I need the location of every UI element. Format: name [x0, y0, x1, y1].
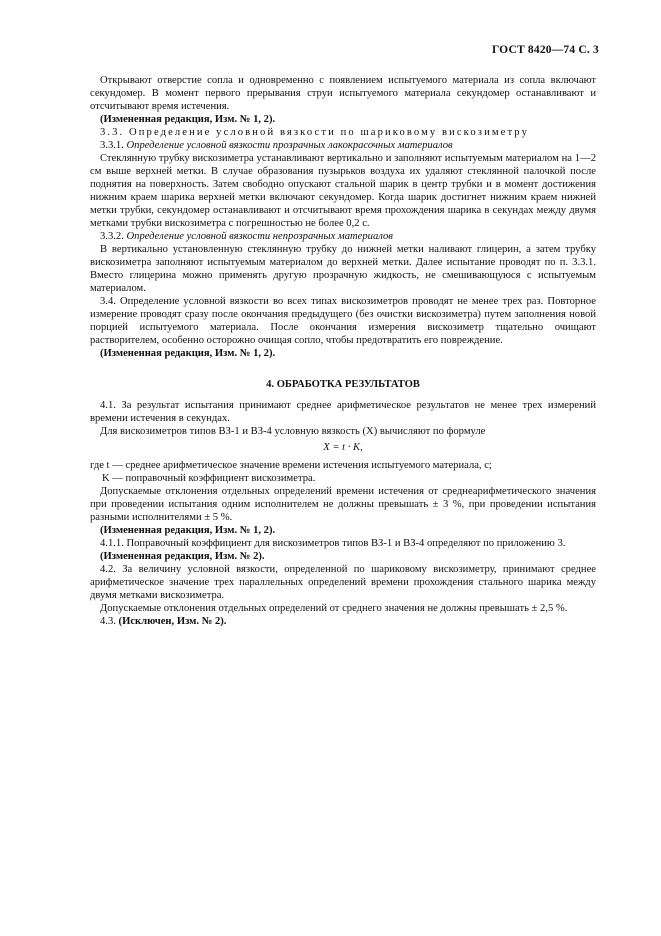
- formula-legend: K — поправочный коэффициент вискозиметра.: [102, 473, 316, 484]
- paragraph: [90, 615, 596, 628]
- formula: X = t · K,: [323, 442, 363, 453]
- formula-legend: где t — среднее арифметическое значение времени истечения испытуемого материала, с;: [90, 460, 492, 471]
- paragraph: 3.4. Определение условной вязкости во всех типах вискозиметров проводят не менее трех раз. Повторное измерение проводят сразу после окончания предыдущего (без очистки вискозиметра) путем заполнения новой порцией испытуемого материала. После окончания измерения вискозиметр тщательно очищают растворителем, особенно осторожно очищая сопло, чтобы предотвратить его повреждение.: [90, 296, 596, 346]
- paragraph: 4.2. За величину условной вязкости, определенной по шариковому вискозиметру, принимают среднее арифметическое значение трех параллельных определений времени прохождения стального шарика между двумя метками вискозиметра.: [90, 564, 596, 601]
- clause-title: Определение условной вязкости прозрачных лакокрасочных материалов: [126, 140, 453, 151]
- subsection-heading: [90, 139, 596, 152]
- paragraph: 4.1.1. Поправочный коэффициент для вискозиметров типов ВЗ-1 и ВЗ-4 определяют по приложению 3.: [100, 538, 566, 549]
- paragraph: В вертикально установленную стеклянную трубку до нижней метки наливают глицерин, а затем трубку вискозиметра заполняют испытуемым материалом до верхней метки. Далее испытание проводят по п. 3.3.1. Вместо глицерина можно применять другую прозрачную жидкость, не смешивающуюся с испытуемым материалом.: [90, 244, 596, 294]
- paragraph: Стеклянную трубку вискозиметра устанавливают вертикально и заполняют испытуемым материалом на 1—2 см выше верхней метки. В случае образования пузырьков воздуха их удаляют стеклянной палочкой после поднятия на поверхность. Затем свободно опускают стальной шарик в центр трубки и в момент достижения нижним краем шарика верхней метки включают секундомер. Когда шарик достигнет нижним краем нижней метки трубки, секундомер останавливают и отсчитывают время прохождения шарика в секундах между двумя метками трубки вискозиметра с погрешностью не более 0,2 с.: [90, 153, 596, 229]
- paragraph: Для вискозиметров типов ВЗ-1 и ВЗ-4 условную вязкость (X) вычисляют по формуле: [100, 426, 486, 437]
- amendment-note: (Измененная редакция, Изм. № 2).: [100, 551, 265, 562]
- document-body: [90, 74, 596, 628]
- clause-number: 3.3.2.: [100, 231, 124, 242]
- section-title: 4. ОБРАБОТКА РЕЗУЛЬТАТОВ: [266, 379, 420, 390]
- subsection-heading: [90, 230, 596, 243]
- paragraph: Допускаемые отклонения отдельных определений от среднего значения не должны превышать ± 2,5 %.: [100, 603, 568, 614]
- amendment-note: (Исключен, Изм. № 2).: [118, 616, 227, 627]
- clause-title: Определение условной вязкости непрозрачных материалов: [126, 231, 393, 242]
- clause-number: 4.3.: [100, 616, 116, 627]
- paragraph: 4.1. За результат испытания принимают среднее арифметическое результатов не менее трех измерений времени истечения в секундах.: [90, 400, 596, 424]
- paragraph: Открывают отверстие сопла и одновременно с появлением испытуемого материала из сопла включают секундомер. В момент первого прерывания струи испытуемого материала секундомер останавливают и отсчитывают время истечения.: [90, 75, 596, 112]
- amendment-note: (Измененная редакция, Изм. № 1, 2).: [100, 525, 276, 536]
- amendment-note: (Измененная редакция, Изм. № 1, 2).: [100, 348, 276, 359]
- subsection-heading: 3.3. Определение условной вязкости по шариковому вискозиметру: [100, 127, 529, 138]
- amendment-note: (Измененная редакция, Изм. № 1, 2).: [100, 114, 276, 125]
- clause-number: 3.3.1.: [100, 140, 124, 151]
- page-header: ГОСТ 8420—74 С. 3: [491, 44, 599, 56]
- paragraph: Допускаемые отклонения отдельных определений времени истечения от среднеарифметического значения при проведении испытания одним исполнителем не должны превышать ± 3 %, при проведении испытания разными исполнителями ± 5 %.: [90, 486, 596, 523]
